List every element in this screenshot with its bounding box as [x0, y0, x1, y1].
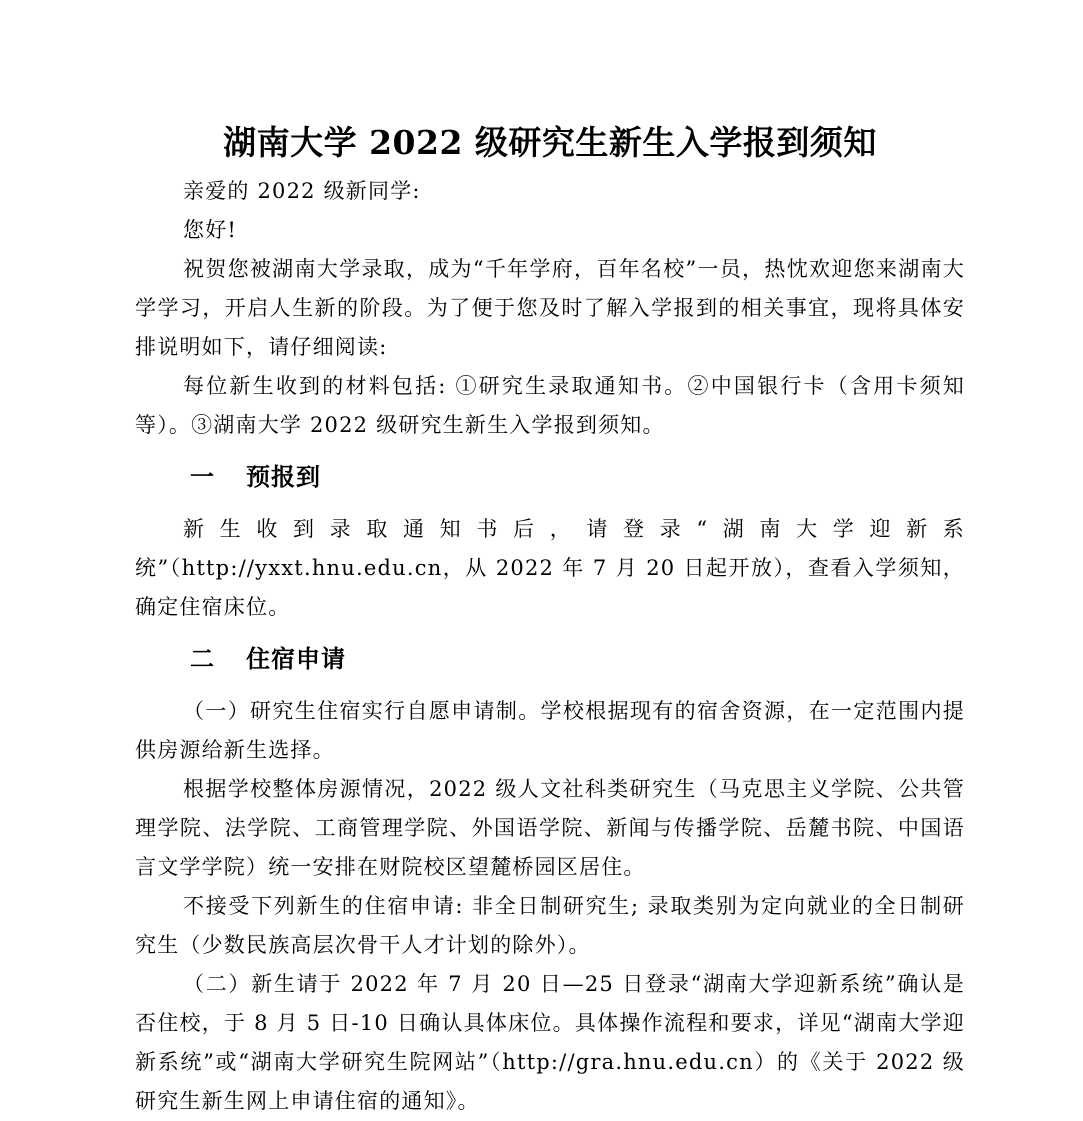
greeting: 亲爱的 2022 级新同学:: [183, 179, 421, 203]
intro-paragraph: 祝贺您被湖南大学录取，成为“千年学府，百年名校”一员，热忱欢迎您来湖南大学学习，开启人生新的阶段。为了便于您及时了解入学报到的相关事宜，现将具体安排说明如下，请仔细阅读:: [135, 257, 965, 359]
preregistration-paragraph: 新生收到录取通知书后，请登录“湖南大学迎新系统”（http://yxxt.hnu.edu.cn，从 2022 年 7 月 20 日起开放），查看入学须知，确定住宿床位。: [135, 517, 965, 619]
section-number: 一: [190, 463, 215, 491]
accommodation-paragraph-3: 不接受下列新生的住宿申请: 非全日制研究生; 录取类别为定向就业的全日制研究生（少数民族高层次骨干人才计划的除外）。: [135, 894, 965, 957]
materials-paragraph: 每位新生收到的材料包括: ①研究生录取通知书。②中国银行卡（含用卡须知等）。③湖南大学 2022 级研究生新生入学报到须知。: [135, 374, 965, 437]
section-heading-accommodation: [135, 634, 965, 684]
section-title: 住宿申请: [246, 645, 346, 673]
section-number: 二: [190, 645, 215, 673]
document-title: 湖南大学 2022 级研究生新生入学报到须知: [223, 123, 877, 162]
section-heading-preregistration: [135, 452, 965, 502]
accommodation-paragraph-1: （一）研究生住宿实行自愿申请制。学校根据现有的宿舍资源，在一定范围内提供房源给新生选择。: [135, 699, 965, 762]
section-title: 预报到: [246, 463, 321, 491]
document-page: [135, 118, 965, 1121]
accommodation-paragraph-2: 根据学校整体房源情况，2022 级人文社科类研究生（马克思主义学院、公共管理学院、法学院、工商管理学院、外国语学院、新闻与传播学院、岳麓书院、中国语言文学学院）统一安排在财院校区望麓桥园区居住。: [135, 777, 965, 879]
accommodation-paragraph-4: （二）新生请于 2022 年 7 月 20 日—25 日登录“湖南大学迎新系统”确认是否住校，于 8 月 5 日-10 日确认具体床位。具体操作流程和要求，详见“湖南大学迎新系统”或“湖南大学研究生院网站”（http://gra.hnu.edu.cn）的《关于 2022 级研究生新生网上申请住宿的通知》。: [135, 972, 965, 1113]
hello: 您好!: [183, 218, 238, 242]
